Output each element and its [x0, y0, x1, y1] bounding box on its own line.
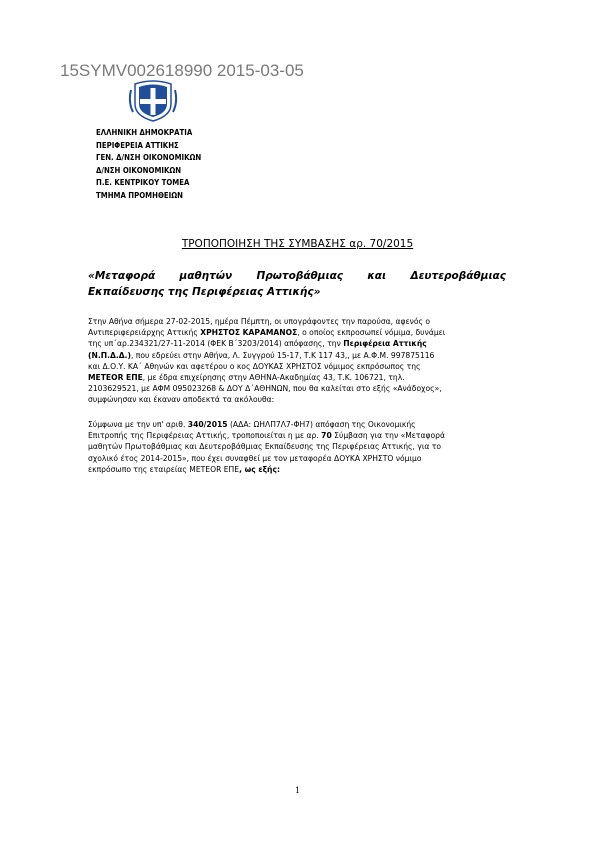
contractor-name: METEOR ΕΠΕ: [88, 373, 143, 383]
decision-number: 340/2015: [187, 420, 228, 429]
org-line: Δ/ΝΣΗ ΟΙΚΟΝΟΜΙΚΩΝ: [96, 165, 182, 175]
org-line: ΠΕΡΙΦΕΡΕΙΑ ΑΤΤΙΚΗΣ: [96, 140, 179, 150]
paragraph-line: μαθητών Πρωτοβάθμιας και Δευτεροβάθμιας Εκπαίδευσης της Περιφέρειας Αττικής, για το: [88, 442, 442, 452]
paragraph-line: και Δ.Ο.Υ. ΚΑ΄ Αθηνών και αφετέρου ο κος ΔΟΥΚΑΣ ΧΡΗΣΤΟΣ νόμιμος εκπρόσωπος της: [88, 361, 421, 371]
paragraph-line: της υπ΄αρ.234321/27-11-2014 (ΦΕΚ Β΄3203/2014) απόφασης, την Περιφέρεια Αττικής: [88, 339, 427, 349]
contract-parties-paragraph: [88, 316, 506, 406]
paragraph-line: εκπρόσωπο της εταιρείας METEOR ΕΠΕ, ως εξής:: [88, 464, 280, 474]
document-stamp: 15SYMV002618990 2015-03-05: [60, 61, 304, 80]
org-line: Π.Ε. ΚΕΝΤΡΙΚΟΥ ΤΟΜΕΑ: [96, 178, 190, 187]
signatory-name: ΧΡΗΣΤΟΣ ΚΑΡΑΜΑΝΟΣ: [200, 328, 298, 338]
paragraph-line: συμφώνησαν και έκαναν αποδεκτά τα ακόλουθα:: [88, 395, 275, 405]
subject-word: Δευτεροβάθμιας: [410, 270, 506, 282]
subject-word: μαθητών: [179, 270, 233, 282]
document-title: ΤΡΟΠΟΠΟΙΗΣΗ ΤΗΣ ΣΥΜΒΑΣΗΣ αρ. 70/2015: [181, 238, 414, 250]
paragraph-line: Αντιπεριφερειάρχης Αττικής ΧΡΗΣΤΟΣ ΚΑΡΑΜΑΝΟΣ, ο οποίος εκπροσωπεί νόμιμα, δυνάμει: [88, 328, 446, 338]
paragraph-line: Επιτροπής της Περιφέρειας Αττικής, τροποποιείται η με αρ. 70 Σύμβαση για την «Μεταφορά: [88, 431, 445, 441]
org-line: ΕΛΛΗΝΙΚΗ ΔΗΜΟΚΡΑΤΙΑ: [96, 128, 193, 137]
paragraph-line: 2103629521, με ΑΦΜ 095023268 & ΔΟΥ Δ΄ΑΘΗΝΩΝ, που θα καλείται στο εξής «Ανάδοχος»,: [88, 384, 442, 394]
subject-line: Εκπαίδευσης της Περιφέρειας Αττικής»: [88, 286, 321, 298]
authority-name: Περιφέρεια Αττικής: [343, 339, 427, 349]
paragraph-line: Στην Αθήνα σήμερα 27-02-2015, ημέρα Πέμπτη, οι υπογράφοντες την παρούσα, αφενός ο: [88, 317, 430, 326]
org-line: ΤΜΗΜΑ ΠΡΟΜΗΘΕΙΩΝ: [96, 190, 184, 200]
page-number: 1: [294, 786, 301, 795]
paragraph-line: METEOR ΕΠΕ, με έδρα επιχείρησης στην ΑΘΗΝΑ-Ακαδημίας 43, Τ.Κ. 106721, τηλ.: [88, 373, 405, 383]
subject-word: και: [367, 270, 387, 282]
paragraph-line: Σύμφωνα με την υπ' αριθ. 340/2015 (ΑΔΑ: ΩΗΛΠ7Λ7-ΦΗ7) απόφαση της Οικονομικής: [88, 420, 416, 429]
contract-subject: [88, 268, 506, 300]
subject-word: «Μεταφορά: [88, 270, 156, 282]
org-line: ΓΕΝ. Δ/ΝΣΗ ΟΙΚΟΝΟΜΙΚΩΝ: [96, 153, 202, 162]
greek-coat-of-arms-icon: [127, 80, 179, 122]
amendment-paragraph: [88, 419, 506, 475]
paragraph-line: (Ν.Π.Δ.Δ.), που εδρεύει στην Αθήνα, Λ. Συγγρού 15-17, Τ.Κ 117 43,, με Α.Φ.Μ. 997875116: [88, 350, 435, 360]
organization-header: [96, 127, 209, 202]
paragraph-line: σχολικό έτος 2014-2015», που έχει συναφθεί με τον μεταφορέα ΔΟΥΚΑ ΧΡΗΣΤΟ νόμιμο: [88, 453, 422, 463]
subject-word: Πρωτοβάθμιας: [256, 270, 344, 282]
contract-number: 70: [321, 431, 332, 441]
